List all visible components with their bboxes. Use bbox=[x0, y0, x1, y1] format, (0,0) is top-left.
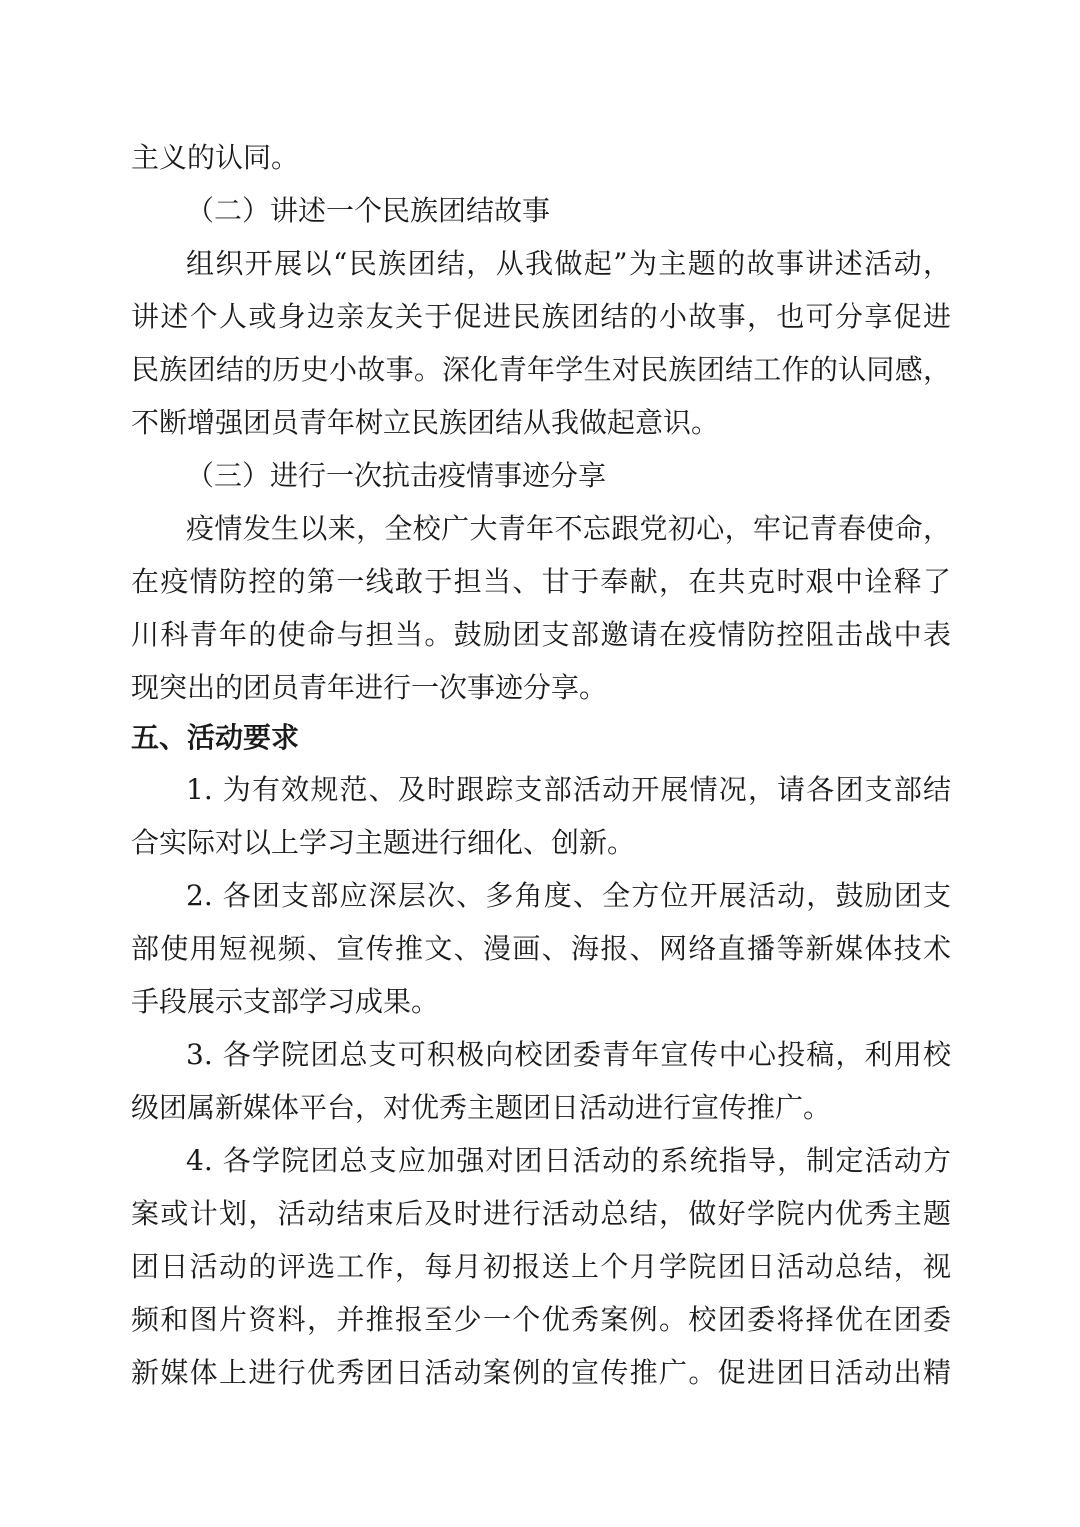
section-heading-5: 五、活动要求 bbox=[131, 721, 300, 754]
paragraph-line: 在疫情防控的第一线敢于担当、甘于奉献，在共克时艰中诠释了 bbox=[131, 565, 951, 598]
paragraph-line: 组织开展以“民族团结，从我做起”为主题的故事讲述活动， bbox=[186, 247, 951, 280]
section-heading-3: （三）进行一次抗击疫情事迹分享 bbox=[186, 459, 607, 492]
paragraph-line: 手段展示支部学习成果。 bbox=[131, 985, 440, 1018]
paragraph-line: 级团属新媒体平台，对优秀主题团日活动进行宣传推广。 bbox=[131, 1091, 832, 1124]
paragraph-line: 民族团结的历史小故事。深化青年学生对民族团结工作的认同感， bbox=[131, 353, 951, 386]
paragraph-line: 疫情发生以来，全校广大青年不忘跟党初心，牢记青春使命， bbox=[186, 512, 951, 545]
paragraph-line: 4. 各学院团总支应加强对团日活动的系统指导，制定活动方 bbox=[186, 1144, 951, 1177]
paragraph-line: 主义的认同。 bbox=[131, 141, 300, 174]
paragraph-line: 案或计划，活动结束后及时进行活动总结，做好学院内优秀主题 bbox=[131, 1197, 951, 1230]
paragraph-line: 川科青年的使命与担当。鼓励团支部邀请在疫情防控阻击战中表 bbox=[131, 618, 951, 651]
paragraph-line: 合实际对以上学习主题进行细化、创新。 bbox=[131, 826, 636, 859]
paragraph-line: 讲述个人或身边亲友关于促进民族团结的小故事，也可分享促进 bbox=[131, 300, 951, 333]
paragraph-line: 新媒体上进行优秀团日活动案例的宣传推广。促进团日活动出精 bbox=[131, 1356, 951, 1389]
paragraph-line: 部使用短视频、宣传推文、漫画、海报、网络直播等新媒体技术 bbox=[131, 932, 951, 965]
paragraph-line: 1. 为有效规范、及时跟踪支部活动开展情况，请各团支部结 bbox=[186, 773, 951, 806]
paragraph-line: 现突出的团员青年进行一次事迹分享。 bbox=[131, 671, 608, 704]
paragraph-line: 2. 各团支部应深层次、多角度、全方位开展活动，鼓励团支 bbox=[186, 879, 951, 912]
paragraph-line: 团日活动的评选工作，每月初报送上个月学院团日活动总结，视 bbox=[131, 1250, 951, 1283]
section-heading-2: （二）讲述一个民族团结故事 bbox=[186, 194, 551, 227]
paragraph-line: 不断增强团员青年树立民族团结从我做起意识。 bbox=[131, 406, 720, 439]
paragraph-line: 3. 各学院团总支可积极向校团委青年宣传中心投稿，利用校 bbox=[186, 1038, 951, 1071]
paragraph-line: 频和图片资料，并推报至少一个优秀案例。校团委将择优在团委 bbox=[131, 1303, 951, 1336]
